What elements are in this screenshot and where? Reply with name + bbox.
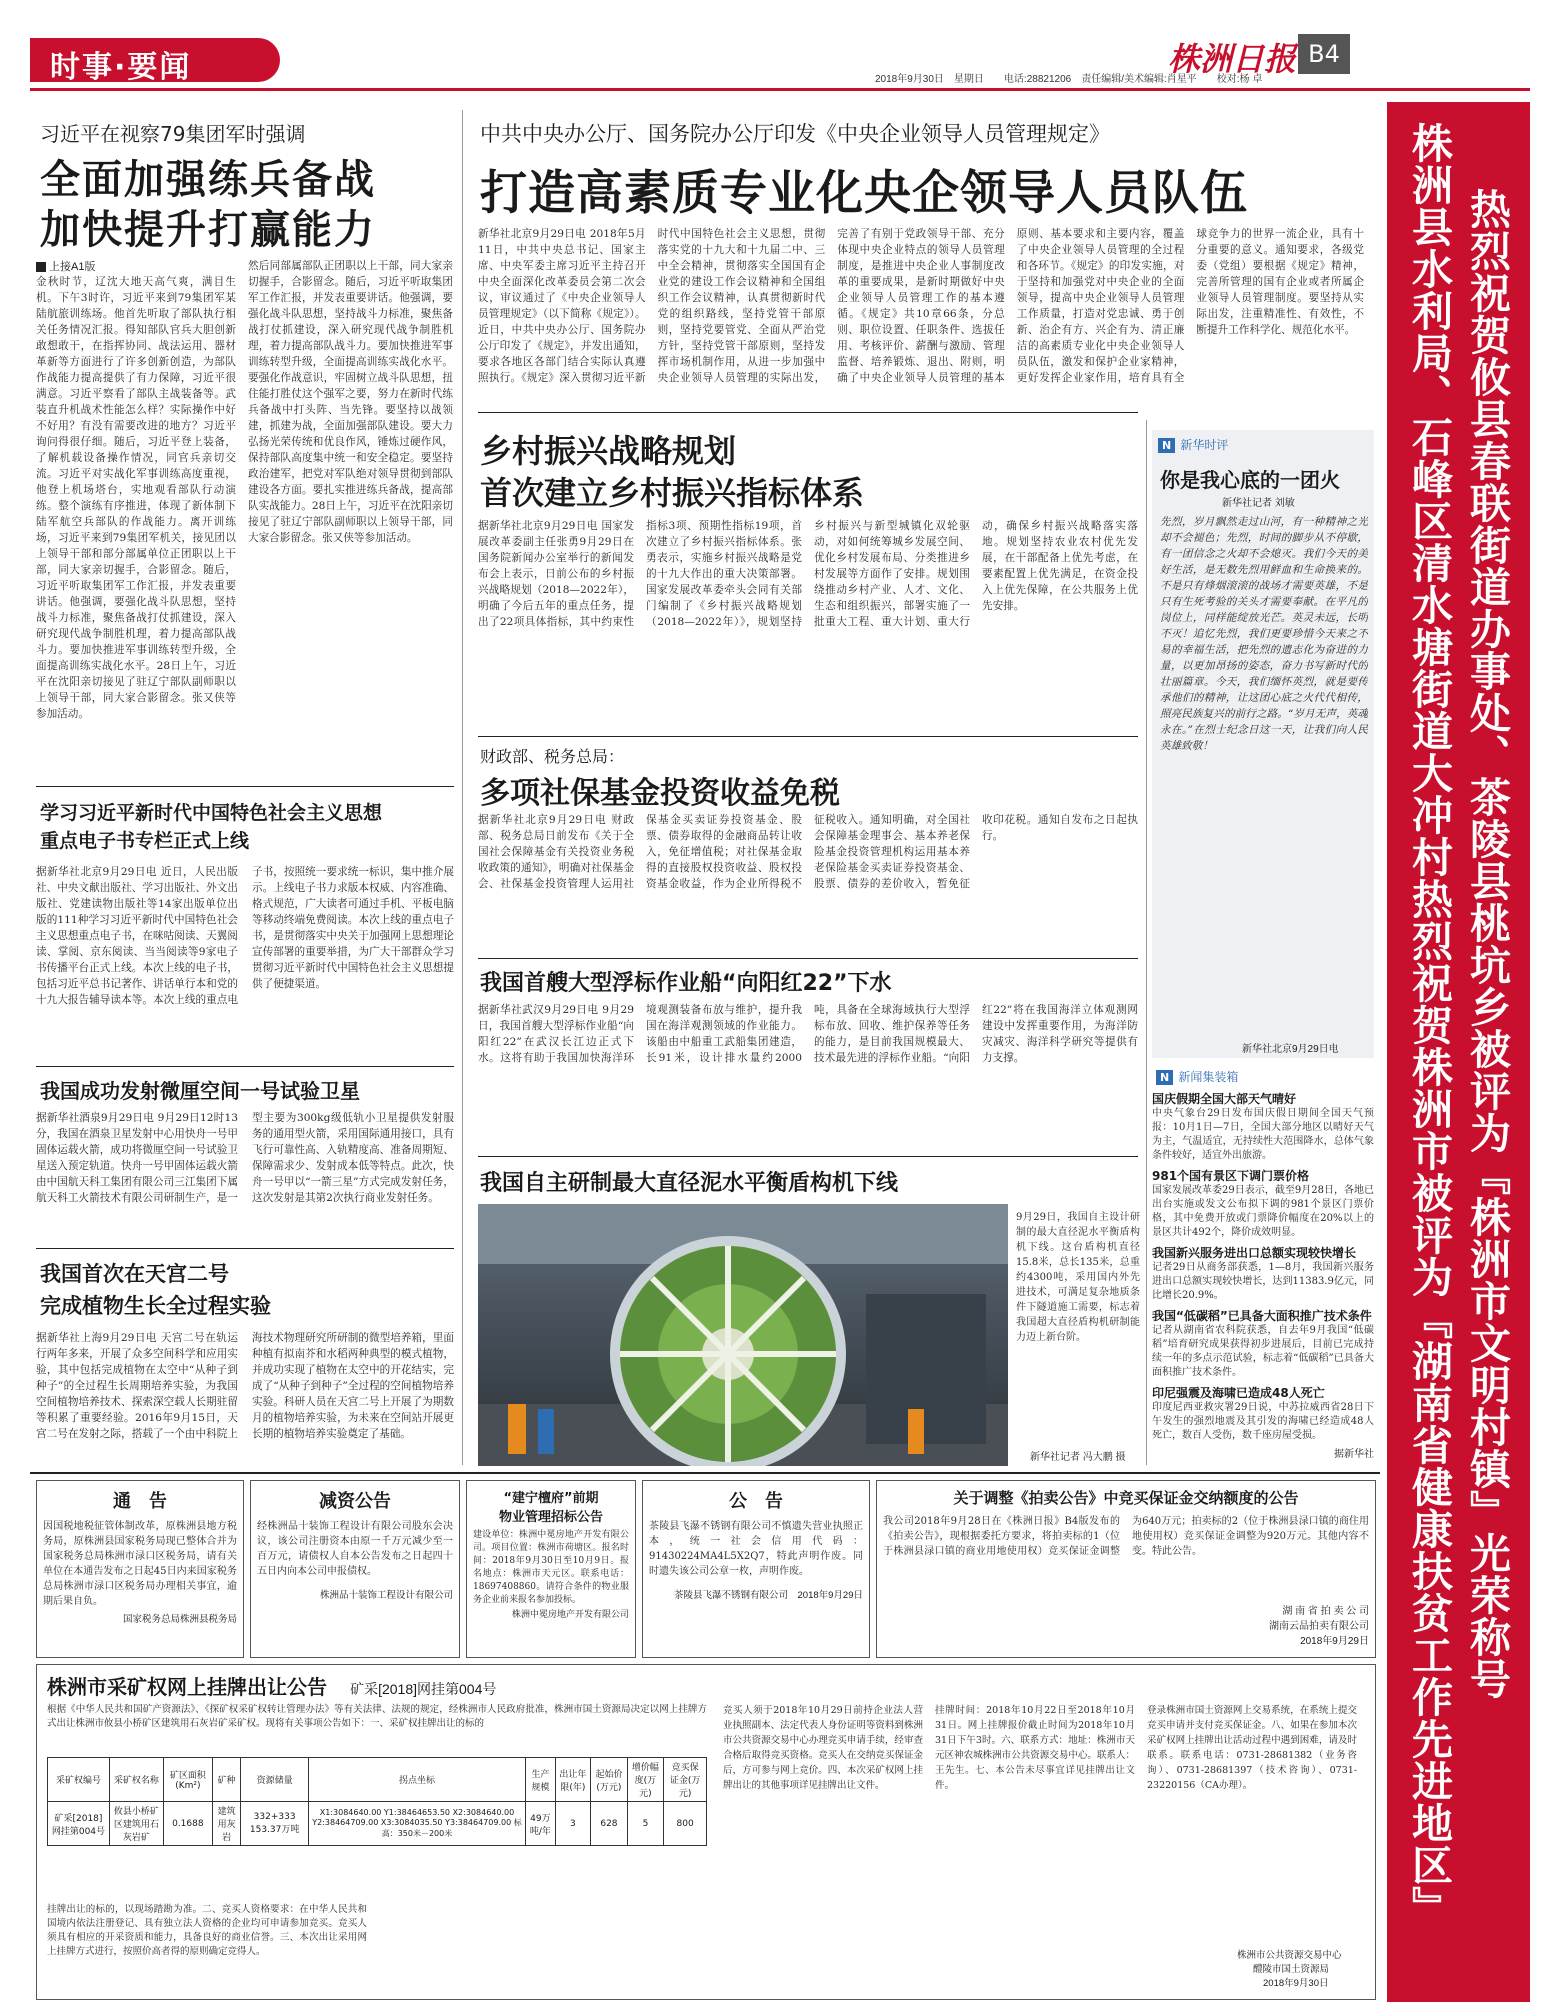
divider [478,958,1138,959]
brief-item [1152,1090,1374,1163]
brief-sign: 据新华社 [1334,1449,1374,1460]
mining-title: 株洲市采矿权网上挂牌出让公告 [47,1675,327,1699]
divider [30,1472,1380,1474]
mining-header [47,1671,1365,1701]
notice-auction-body: 我公司2018年9月28日在《株洲日报》B4版发布的《拍卖公告》，现根据委托方要求，将拍卖标的1（位于株洲县渌口镇的商业用地使用权）竞买保证金调整为640万元；拍卖标的2（位于株洲县渌口镇的商住用地使用权）竞买保证金调整为920万元。其他内容不变。特此公告。 [883,1516,1369,1557]
notice-capital [250,1480,460,1658]
story4-title-2: 完成植物生长全过程实验 [40,1294,271,1318]
mining-code: 矿采[2018]网挂第004号 [350,1681,497,1697]
notice-loss [642,1480,870,1658]
brief-title: 我国“低碳稻”已具备大面积推广技术条件 [1152,1309,1372,1323]
notice-loss-title: 公 告 [729,1491,783,1512]
notice-loss-body: 茶陵县飞瀑不锈钢有限公司不慎遗失营业执照正本，统一社会信用代码：91430224MA4L5X2Q7，特此声明作废。同时遗失该公司公章一枚，声明作废。 [649,1521,863,1577]
notice-tax [36,1480,244,1658]
story1-body-col2 [248,258,453,776]
briefs-list [1152,1090,1374,1462]
brief-item [1152,1307,1374,1380]
story3-body [36,1110,454,1242]
table-row [48,1802,707,1846]
divider [36,786,454,787]
rural-title-2: 首次建立乡村振兴指标体系 [480,474,865,512]
story1-continued-label: 上接A1版 [49,261,96,273]
brief-title: 我国新兴服务进出口总额实现较快增长 [1152,1246,1357,1260]
mining-table [47,1757,707,1846]
table-header-cell: 采矿权名称 [109,1758,163,1802]
table-cell: 建筑用灰岩 [212,1802,241,1846]
mining-sign-2: 醴陵市国土资源局 [1253,1964,1330,1975]
divider [36,1248,454,1249]
banner-line-1: 热烈祝贺攸县春联街道办事处、茶陵县桃坑乡被评为『株洲市文明村镇』光荣称号 [1463,188,1511,1700]
table-cell: X1:3084640.00 Y1:38464653.50 X2:3084640.00 Y2:38464709.00 X3:3084035.50 Y3:38464709.00 标高：350米－200米 [308,1802,525,1846]
notice-tax-title: 通 告 [113,1491,167,1512]
mining-notice [36,1664,1376,2000]
newspaper-logo: 株洲日报 [1168,40,1297,78]
notice-capital-body: 经株洲品十装饰工程设计有限公司股东会决议，该公司注册资本由原一千万元减少至一百万元，请债权人自本公告发布之日起四十五日内向本公司申报债权。 [257,1521,453,1577]
mining-col-3: 挂牌时间：2018年10月22日至2018年10月31日。网上挂牌报价截止时间为2018年10月31日下午3时。六、联系方式：地址：株洲市天元区神农城株洲市公共资源交易中心。联系人：王先生。七、本公告未尽事宜详见挂牌出让文件。 [935,1705,1135,1791]
commentary-body-text: 先烈，岁月飘然走过山河，有一种精神之光却不会褪色；先烈，时间的脚步从不停歇，有一团信念之火却不会熄灭。我们今天的美好生活，是无数先烈用鲜血和生命换来的。不是只有烽烟滚滚的战场才需要英雄，不是只有生死考验的关头才需要奉献。在平凡的岗位上，同样能绽放光芒。英灵未远，长明不灭！追忆先烈，我们更要珍惜今天来之不易的幸福生活，把先烈的遗志化为奋进的力量，以更加昂扬的姿态，奋力书写新时代的壮丽篇章。今天，我们缅怀英烈，就是要传承他们的精神，让这团心底之火代代相传，照亮民族复兴的前行之路。“岁月无声，英魂永在。”在烈士纪念日这一天，让我们向人民英雄致敬！ [1160,516,1368,752]
story4-body-text: 据新华社上海9月29日电 天宫二号在轨运行两年多来，开展了众多空间科学和应用实验，其中包括完成植物在太空中“从种子到种子”的全过程生长周期培养实验，为我国空间植物培养技术、探索深空载人长期驻留等积累了重要经验。2016年9月15日，天宫二号在发射之际，搭载了一个由中科院上海技术物理研究所研制的微型培养箱，里面种植有拟南芥和水稻两种典型的模式植物，并成功实现了植物在太空中的开花结实，完成了“从种子到种子”全过程的空间植物培养实验。科研人员在天宫二号上开展了为期数月的植物培养实验，为未来在空间站开展更长期的植物培养实验奠定了基础。 [36,1332,454,1440]
story4-body [36,1330,454,1460]
story2-body [36,864,454,1060]
lead-kicker: 中共中央办公厅、国务院办公厅印发《中央企业领导人员管理规定》 [480,122,1110,146]
table-header-cell: 增价幅度(万元) [627,1758,664,1802]
tax-body-text: 据新华社北京9月29日电 财政部、税务总局日前发布《关于全国社会保障基金有关投资业务税收政策的通知》，明确对社保基金会、社保基金投资管理人运用社保基金买卖证券投资基金、股票、债券取得的金融商品转让收入，免征增值税；对社保基金取得的直接股权投资收益、股权投资基金收益，作为企业所得税不征税收入。通知明确，对全国社会保障基金理事会、基本养老保险基金投资管理机构运用基本养老保险基金买卖证券投资基金、股票、债券的差价收入，暂免征收印花税。通知自发布之日起执行。 [478,814,1138,890]
tax-title: 多项社保基金投资收益免税 [480,776,840,811]
page-number: B4 [1298,34,1350,74]
notice-property-title-1: “建宁檀府”前期 [503,1491,599,1506]
tax-body [478,812,1138,952]
table-header-cell: 矿区面积(Km²) [163,1758,212,1802]
notice-auction-date: 2018年9月29日 [1300,1636,1369,1647]
briefs-tag-icon: N [1156,1070,1173,1085]
brief-title: 印尼强震及海啸已造成48人死亡 [1152,1386,1325,1400]
lead-title: 打造高素质专业化央企领导人员队伍 [480,166,1248,221]
table-cell: 332+333 153.37万吨 [241,1802,308,1846]
story1-body-col1 [36,274,236,776]
table-header-cell: 资源储量 [241,1758,308,1802]
column-rule [1146,420,1147,1465]
banner-line-2: 株洲县水利局、石峰区清水塘街道大冲村热烈祝贺株洲市被评为『湖南省健康扶贫工作先进地区』 [1405,122,1453,1928]
notice-property [466,1480,636,1658]
table-cell: 628 [591,1802,627,1846]
header-rule [30,88,1530,91]
table-header-cell: 起始价(万元) [591,1758,627,1802]
commentary-sign: 新华社北京9月29日电 [1242,1044,1339,1055]
mining-sign-1: 株洲市公共资源交易中心 [1237,1950,1342,1961]
brief-body: 记者29日从商务部获悉，1—8月，我国新兴服务进出口总额实现较快增长，达到11383.9亿元，同比增长20.9%。 [1152,1262,1374,1301]
notice-auction-sign-2: 湖南云品拍卖有限公司 [1269,1621,1369,1632]
notice-tax-sign: 国家税务总局株洲县税务局 [122,1614,237,1625]
commentary-tag-icon: N [1158,438,1175,453]
story2-title-2: 重点电子书专栏正式上线 [40,830,250,852]
story4-title-1: 我国首次在天宫二号 [40,1262,229,1286]
briefs-tag-wrap [1156,1066,1238,1085]
tbm-credit: 新华社记者 冯大鹏 摄 [1030,1452,1126,1463]
tbm-title: 我国自主研制最大直径泥水平衡盾构机下线 [480,1171,899,1196]
commentary-title: 你是我心底的一团火 [1160,468,1340,492]
ship-title: 我国首艘大型浮标作业船“向阳红22”下水 [480,971,892,996]
brief-item [1152,1167,1374,1240]
notice-auction-sign-1: 湖 南 省 拍 卖 公 司 [1282,1606,1369,1617]
story1-continued [36,258,95,274]
rural-body [478,518,1138,728]
story1-kicker: 习近平在视察79集团军时强调 [40,122,306,146]
mining-intro: 根据《中华人民共和国矿产资源法》、《探矿权采矿权转让管理办法》等有关法律、法规的规定，经株洲市人民政府批准，株洲市国土资源局决定以网上挂牌方式出让株洲市攸县小桥矿区建筑用石灰岩矿采矿权。现将有关事项公告如下：一、采矿权挂牌出让的标的 [47,1704,707,1729]
lead-body-text: 新华社北京9月29日电 2018年5月11日，中共中央总书记、国家主席、中央军委主席习近平主持召开中央全面深化改革委员会第二次会议，审议通过了《中央企业领导人员管理规定》（以下简称《规定》）。近日，中共中央办公厅、国务院办公厅印发了《规定》，并发出通知，要求各地区各部门结合实际认真遵照执行。《规定》深入贯彻习近平新时代中国特色社会主义思想，贯彻落实党的十九大和十九届二中、三中全会精神，贯彻落实全国国有企业党的建设工作会议精神和全国组织工作会议精神，认真贯彻新时代党的组织路线，坚持党管干部原则，坚持党要管党、全面从严治党方针，坚持党管干部原则，坚持发挥市场机制作用，从进一步加强中央企业领导人员管理的实际出发，完善了有别于党政领导干部、充分体现中央企业特点的领导人员管理制度，是推进中央企业人事制度改革的重要成果，是新时期做好中央企业领导人员管理工作的基本遵循。《规定》共10章66条，分总则、职位设置、任职条件、选拔任用、考核评价、薪酬与激励、管理监督、培养锻炼、退出、附则，明确了中央企业领导人员管理的基本原则、基本要求和主要内容，覆盖了中央企业领导人员管理的全过程和各环节。《规定》的印发实施，对于坚持和加强党对中央企业的全面领导，提高中央企业领导人员管理工作质量，打造对党忠诚、勇于创新、治企有方、兴企有为、清正廉洁的高素质专业化中央企业领导人员队伍，激发和保护企业家精神，更好发挥企业家作用，培育具有全球竞争力的世界一流企业，具有十分重要的意义。通知要求，各级党委（党组）要根据《规定》精神，完善所管理的国有企业或者所属企业领导人员管理制度。要坚持从实际出发，注重精准性、有效性，不断提升工作科学化、规范化水平。 [478,228,1364,384]
notice-auction [876,1480,1376,1658]
story2-title-1: 学习习近平新时代中国特色社会主义思想 [40,802,383,824]
story3-body-text: 据新华社酒泉9月29日电 9月29日12时13分，我国在酒泉卫星发射中心用快舟一号甲固体运载火箭，成功将微厘空间一号试验卫星送入预定轨道。快舟一号甲固体运载火箭由中国航天科工集团有限公司三江集团下属航天科工火箭技术有限公司研制生产，是一型主要为300kg级低轨小卫星提供发射服务的通用型火箭，采用国际通用接口，具有飞行可靠性高、入轨精度高、准备周期短、保障需求少、发射成本低等特点。此次，快舟一号甲以“一箭三星”方式完成发射任务，这次发射是其第2次执行商业发射任务。 [36,1112,454,1204]
notice-tax-body: 因国税地税征管体制改革，原株洲县地方税务局，原株洲县国家税务局现已整体合并为国家税务总局株洲市渌口区税务局，请有关单位在本通告发布之日起45日内来国家税务总局株洲市渌口区税务局办理相关事宜，逾期后果自负。 [43,1521,237,1607]
section-title: 时事·要闻 [50,50,192,85]
congrats-banner [1387,102,1530,2002]
tbm-caption-text: 9月29日，我国自主设计研制的最大直径泥水平衡盾构机下线。这台盾构机直径15.8米，总长135米，总重约4300吨，采用国内外先进技术，可满足复杂地质条件下隧道施工需要，标志着我国超大直径盾构机研制能力迈上新台阶。 [1016,1212,1140,1343]
commentary-tag-wrap [1158,434,1228,453]
table-header-cell: 拐点坐标 [308,1758,525,1802]
mining-col-2: 竞买人须于2018年10月29日前持企业法人营业执照副本、法定代表人身份证明等资料到株洲市公共资源交易中心办理竞买申请手续，经审查合格后取得竞买资格。竞买人在交纳竞买保证金后，方可参与网上竞价。四、本次采矿权网上挂牌出让的其他事项详见挂牌出让文件。 [723,1705,923,1791]
divider [36,1066,454,1067]
table-cell: 0.1688 [163,1802,212,1846]
divider [478,736,1138,737]
lead-body [478,226,1364,396]
briefs-tag: 新闻集装箱 [1178,1070,1239,1084]
table-header-cell: 采矿权编号 [48,1758,110,1802]
table-cell: 矿采[2018]网挂第004号 [48,1802,110,1846]
tbm-caption [1016,1210,1140,1442]
story1-title-1: 全面加强练兵备战 [40,157,376,203]
brief-title: 国庆假期全国大部天气晴好 [1152,1092,1297,1106]
story2-body-text: 据新华社北京9月29日电 近日，人民出版社、中央文献出版社、学习出版社、外文出版社、党建读物出版社等14家出版单位出版的111种学习习近平新时代中国特色社会主义思想重点电子书，在咪咕阅读、天翼阅读、掌阅、京东阅读、当当阅读等9家电子书传播平台正式上线。本次上线的电子书，包括习近平总书记著作、讲话单行本和党的十九大报告辅导读本等。本次上线的重点电子书，按照统一要求统一标识，集中推介展示。上线电子书力求版本权威、内容准确、格式规范，广大读者可通过手机、平板电脑等移动终端免费阅读。本次上线的重点电子书，是贯彻落实中央关于加强网上思想理论宣传部署的重要举措，为广大干部群众学习贯彻习近平新时代中国特色社会主义思想提供了便捷渠道。 [36,866,454,1006]
commentary-tag: 新华时评 [1180,438,1229,452]
divider [478,412,1138,413]
table-header-cell: 生产规模 [526,1758,555,1802]
section-header [30,38,280,85]
table-cell: 攸县小桥矿区建筑用石灰岩矿 [109,1802,163,1846]
commentary-author: 新华社记者 刘敏 [1222,498,1295,509]
ship-body-text: 据新华社武汉9月29日电 9月29日，我国首艘大型浮标作业船“向阳红22”在武汉长江边正式下水。这将有助于我国加快海洋环境观测装备布放与维护，提升我国在海洋观测领域的作业能力。该船由中船重工武船集团建造，长91米，设计排水量约2000吨，具备在全球海域执行大型浮标布放、回收、维护保养等任务的能力，是目前我国规模最大、技术最先进的浮标作业船。“向阳红22”将在我国海洋立体观测网建设中发挥重要作用，为海洋防灾减灾、海洋科学研究等提供有力支撑。 [478,1004,1138,1064]
brief-body: 印度尼西亚救灾署29日说，中苏拉威西省28日下午发生的强烈地震及其引发的海啸已经造成48人死亡，数百人受伤，数千座房屋受损。 [1152,1402,1374,1441]
brief-item [1152,1244,1374,1303]
brief-body: 记者从湖南省农科院获悉，自去年9月我国“低碳稻”培育研究成果获得初步进展后，目前已完成持续一年的多点示范试验，标志着“低碳稻”已具备大面积推广技术条件。 [1152,1325,1374,1378]
notice-loss-sign: 茶陵县飞瀑不锈钢有限公司 2018年9月29日 [674,1590,863,1601]
story3-title: 我国成功发射微厘空间一号试验卫星 [40,1079,360,1103]
rural-title-1: 乡村振兴战略规划 [480,432,737,470]
brief-body: 国家发展改革委29日表示，截至9月28日，各地已出台实施或发文公布拟下调的981个景区门票价格，其中免费开放或门票降价幅度在20%以上的景区共计492个，降价成效明显。 [1152,1185,1374,1238]
mining-col-4: 登录株洲市国土资源网上交易系统，在系统上提交竞买申请并支付竞买保证金。八、如果在参加本次采矿权网上挂牌出让活动过程中遇到困难，请及时联系。联系电话：0731-28681382（业务咨询）、0731-28681397（技术咨询）、0731-23220156（CA办理）。 [1147,1705,1357,1791]
table-header-cell: 矿种 [212,1758,241,1802]
tax-kicker: 财政部、税务总局： [480,747,625,766]
tbm-photo [478,1204,1008,1466]
notice-auction-title: 关于调整《拍卖公告》中竞买保证金交纳额度的公告 [953,1489,1299,1507]
story1-body-continued: 然后同部属部队正团职以上干部，同大家亲切握手，合影留念。随后，习近平听取集团军工作汇报，并发表重要讲话。他强调，要强化战斗队思想，坚持战斗力标准，聚焦备战打仗抓建设，深入研究现代战争制胜机理，着力提高部队战斗力。要加快推进军事训练转型升级，全面提高训练实战化水平。要强化作战意识，牢固树立战斗队思想，扭住能打胜仗这个强军之要，努力在新时代练兵备战中打头阵、当先锋。要坚持以战领建，抓建为战，全面加强部队建设。要大力弘扬光荣传统和优良作风，锤炼过硬作风，保持部队高度集中统一和安全稳定。要坚持政治建军，把党对军队绝对领导贯彻到部队建设各方面。要扎实推进练兵备战，提高部队实战能力。28日上午，习近平在沈阳亲切接见了驻辽宁部队副师职以上领导干部，同大家合影留念。张又侠等参加活动。 [248,260,453,544]
header-info: 2018年9月30日 星期日 电话:28821206 责任编辑/美术编辑:肖星平 校对:杨 卓 [875,74,1263,85]
table-cell: 800 [664,1802,707,1846]
notice-property-sign: 株洲中冕房地产开发有限公司 [511,1609,629,1619]
notice-capital-title: 减资公告 [319,1491,391,1512]
brief-item [1152,1384,1374,1443]
story1-title-2: 加快提升打赢能力 [40,207,376,253]
table-header-row [48,1758,707,1802]
brief-body: 中央气象台29日发布国庆假日期间全国天气预报：10月1日—7日，全国大部分地区以晴好天气为主，气温适宜，无持续性大范围降水，总体气象条件较好，适宜外出旅游。 [1152,1108,1374,1161]
tunnel-boring-machine-image [478,1204,1008,1466]
notice-property-title-2: 物业管理招标公告 [498,1510,603,1525]
rural-body-text: 据新华社北京9月29日电 国家发展改革委副主任张勇9月29日在国务院新闻办公室举行的新闻发布会上表示，日前公布的乡村振兴战略规划（2018—2022年），明确了今后五年的重点任务，提出了22项具体指标，其中约束性指标3项、预期性指标19项，首次建立了乡村振兴指标体系。张勇表示，实施乡村振兴战略是党的十九大作出的重大决策部署。国家发展改革委牵头会同有关部门编制了《乡村振兴战略规划（2018—2022年）》，规划坚持乡村振兴与新型城镇化双轮驱动，对如何统筹城乡发展空间、优化乡村发展布局、分类推进乡村发展等方面作了安排。规划围绕推动乡村产业、人才、文化、生态和组织振兴，部署实施了一批重大工程、重大计划、重大行动，确保乡村振兴战略落实落地。规划坚持农业农村优先发展，在干部配备上优先考虑，在要素配置上优先满足，在资金投入上优先保障，在公共服务上优先安排。 [478,520,1138,628]
table-cell: 5 [627,1802,664,1846]
table-cell: 49万吨/年 [526,1802,555,1846]
commentary-box [1152,430,1374,1058]
mining-table-wrap [47,1757,707,1846]
divider [478,1156,1138,1157]
mining-col-1: 挂牌出让的标的，以现场踏勘为准。二、竞买人资格要求：在中华人民共和国境内依法注册登记、具有独立法人资格的企业均可申请参加竞买。竞买人须具有相应的开采资质和能力，具备良好的商业信誉。三、本次出让采用网上挂牌方式进行，按照价高者得的原则确定竞得人。 [47,1904,367,1957]
ship-body [478,1002,1138,1150]
column-rule [462,110,463,1465]
notice-capital-sign: 株洲品十装饰工程设计有限公司 [319,1590,453,1601]
table-header-cell: 出让年限(年) [555,1758,591,1802]
story1-body: 金秋时节，辽沈大地天高气爽，满目生机。下午3时许，习近平来到79集团军某陆航旅训练场。他首先听取了部队执行相关任务情况汇报。得知部队官兵大胆创新敢想敢干，在指挥协同、战法运用、器材革新等方面进行了许多创新创造，为部队作战能力提高提供了有力保障，习近平很满意。习近平察看了部队主战装备等。武装直升机战术性能怎么样？实际操作中好不好用？有没有需要改进的地方？习近平询问得很仔细。随后，习近平登上装备，了解机载设备操作情况，同官兵亲切交流。习近平对实战化军事训练高度重视，他登上机场塔台，实地观看部队行动演练。整个演练有序推进，体现了新体制下陆军航空兵部队的作战能力。离开训练场，习近平来到79集团军机关，接见团以上领导干部和部分部属单位正团职以上干部，同大家亲切握手，合影留念。随后，习近平听取集团军工作汇报，并发表重要讲话。他强调，要强化战斗队思想，坚持战斗力标准，聚焦备战打仗抓建设，深入研究现代战争制胜机理，着力提高部队战斗力。要加快推进军事训练转型升级，全面提高训练实战化水平。28日上午，习近平在沈阳亲切接见了驻辽宁部队副师职以上领导干部，同大家合影留念。张又侠等参加活动。 [36,276,236,720]
mining-date: 2018年9月30日 [1263,1978,1329,1989]
brief-title: 981个国有景区下调门票价格 [1152,1169,1310,1183]
table-header-cell: 竞买保证金(万元) [664,1758,707,1802]
table-cell: 3 [555,1802,591,1846]
notice-property-body: 建设单位：株洲中冕房地产开发有限公司。项目位置：株洲市荷塘区。报名时间：2018年9月30日至10月9日。报名地点：株洲市天元区。联系电话：18697408860。请符合条件的物业服务企业前来报名参加投标。 [473,1530,629,1605]
commentary-body [1160,514,1368,1034]
